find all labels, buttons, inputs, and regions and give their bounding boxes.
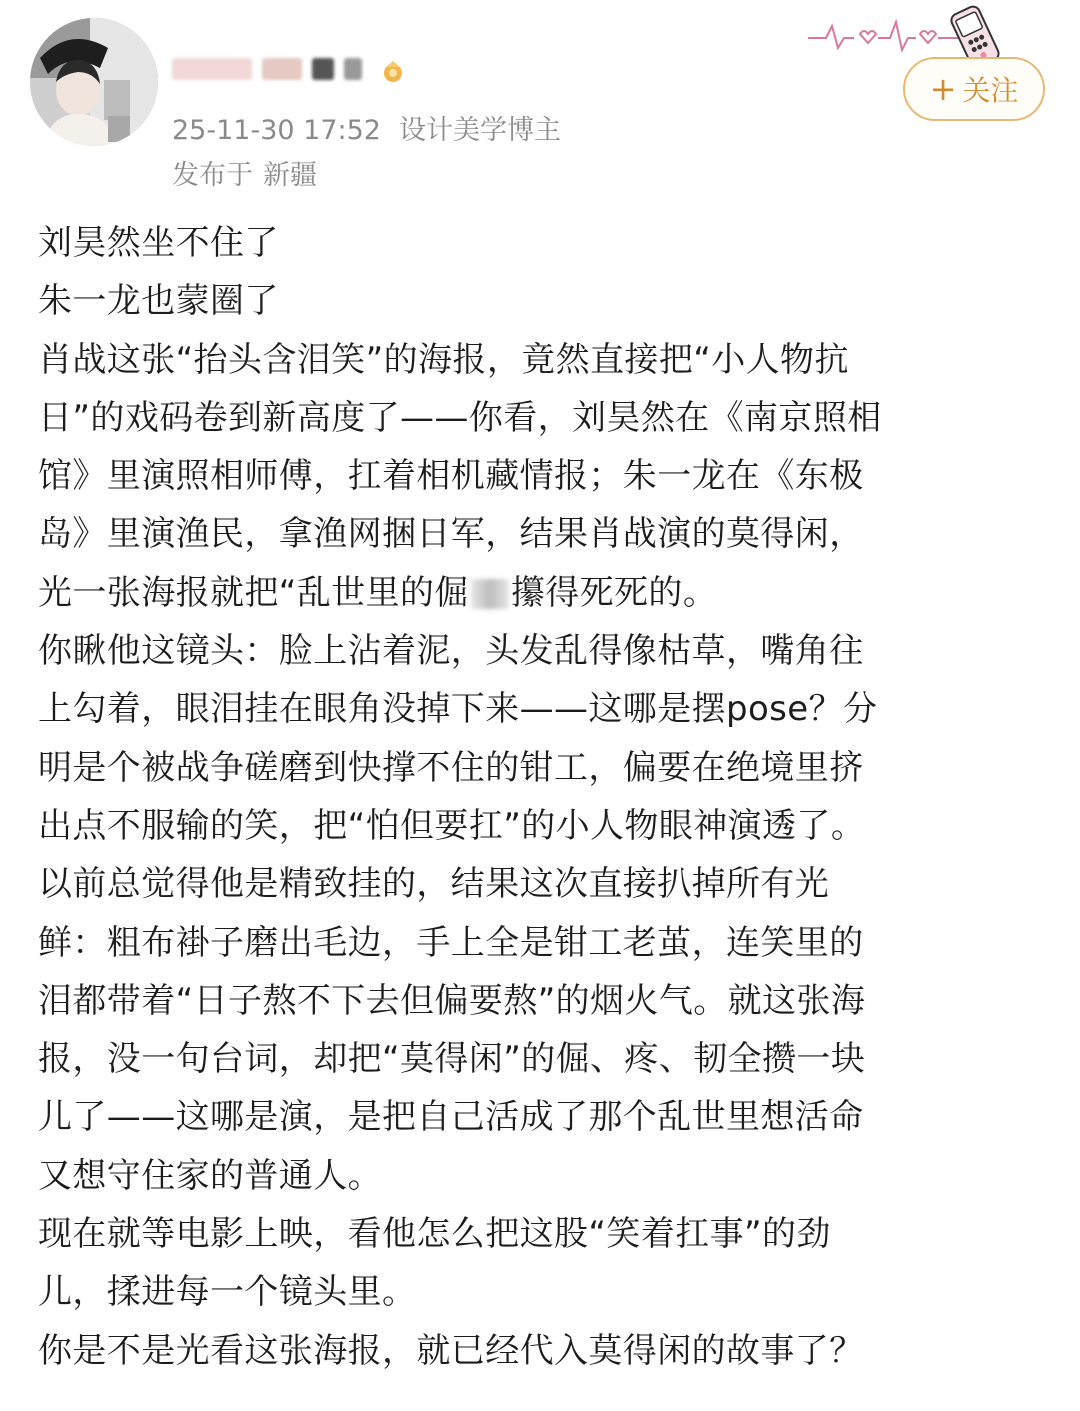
follow-button-label: 关注 — [962, 74, 1019, 107]
post-line: 刘昊然坐不住了 — [38, 223, 279, 263]
heartbeat-icon — [808, 12, 958, 56]
post-line: 以前总觉得他是精致挂的，结果这次直接扒掉所有光 — [38, 864, 830, 905]
post-header — [0, 0, 1080, 200]
post-location — [172, 153, 317, 192]
blurred-name-part — [262, 58, 302, 80]
blurred-name-part — [172, 58, 252, 80]
author-verification: 设计美学博主 — [398, 115, 561, 146]
blurred-name-part — [344, 58, 362, 80]
post-timestamp: 25-11-30 17:52 — [172, 115, 381, 146]
post-line: 明是个被战争磋磨到快撑不住的钳工，偏要在绝境里挤 — [38, 747, 864, 788]
post-line: 鲜：粗布褂子磨出毛边，手上全是钳工老茧，连笑里的 — [38, 922, 864, 963]
post-line: 肖战这张“抬头含泪笑”的海报，竟然直接把“小人物抗 — [38, 339, 849, 380]
follow-button[interactable] — [903, 57, 1045, 121]
location-prefix: 发布于 — [172, 160, 253, 191]
post-line: 现在就等电影上映，看他怎么把这股“笑着扛事”的劲 — [38, 1214, 831, 1255]
post-line: 岛》里演渔民，拿渔网捆日军，结果肖战演的莫得闲， — [38, 514, 864, 555]
post-line: 你是不是光看这张海报，就已经代入莫得闲的故事了？ — [38, 1330, 864, 1371]
location-name: 新疆 — [263, 160, 317, 191]
post-line: 儿，揉进每一个镜头里。 — [38, 1272, 417, 1313]
post-line: 报，没一句台词，却把“莫得闲”的倔、疼、韧全攒一块 — [38, 1039, 866, 1080]
post-line: 出点不服输的笑，把“怕但要扛”的小人物眼神演透了。 — [38, 805, 866, 846]
plus-icon: + — [929, 70, 957, 108]
post-line: 泪都带着“日子熬不下去但偏要熬”的烟火气。就这张海 — [38, 980, 866, 1021]
post-line: 日”的戏码卷到新高度了——你看，刘昊然在《南京照相 — [38, 397, 882, 438]
post-line: 馆》里演照相师傅，扛着相机藏情报；朱一龙在《东极 — [38, 456, 864, 497]
author-name-blurred[interactable] — [172, 52, 382, 86]
post-line-part: 光一张海报就把“乱世里的倔 — [38, 572, 469, 613]
post-content — [38, 214, 1048, 1380]
post-line-with-blur — [38, 564, 1048, 622]
post-line: 上勾着，眼泪挂在眼角没掉下来——这哪是摆pose？分 — [38, 689, 878, 730]
vip-badge-icon — [380, 58, 406, 84]
post-line-part: 攥得死死的。 — [510, 572, 718, 613]
avatar[interactable] — [30, 18, 158, 146]
post-meta — [172, 108, 561, 147]
post-line: 你瞅他这镜头：脸上沾着泥，头发乱得像枯草，嘴角往 — [38, 631, 864, 672]
post-line: 朱一龙也蒙圈了 — [38, 281, 279, 322]
avatar-image — [30, 18, 158, 146]
post-line: 又想守住家的普通人。 — [38, 1155, 382, 1196]
blurred-text-spot — [471, 579, 509, 609]
post-line: 儿了——这哪是演，是把自己活成了那个乱世里想活命 — [38, 1097, 864, 1138]
blurred-name-part — [312, 58, 334, 80]
